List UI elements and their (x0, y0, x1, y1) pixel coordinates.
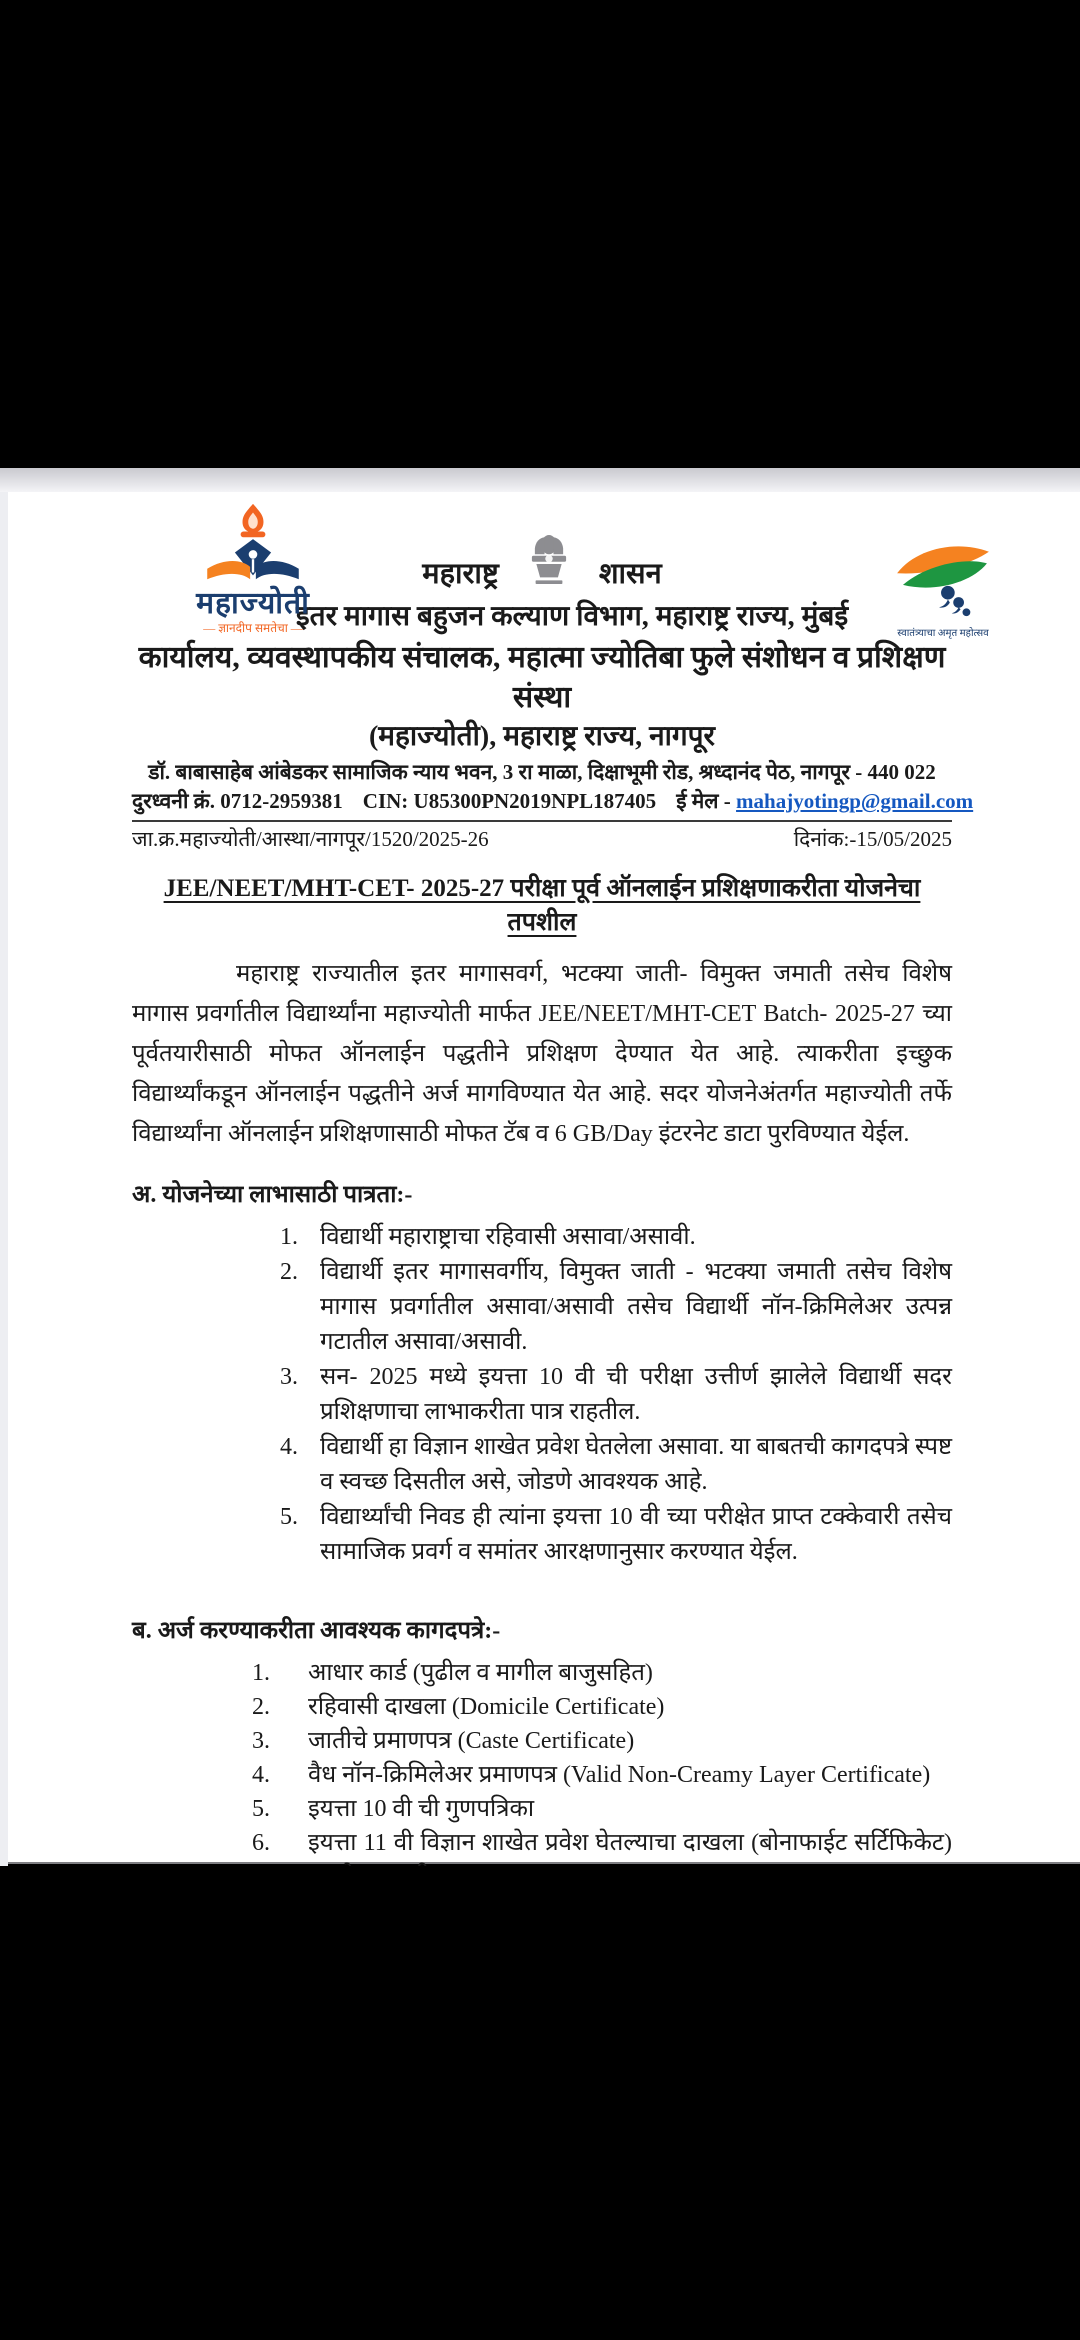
cin-number: CIN: U85300PN2019NPL187405 (362, 789, 657, 813)
eligibility-list (132, 1220, 952, 1570)
phone-number: दुरध्वनी क्रं. 0712-2959381 (132, 789, 343, 813)
list-item: जातीचे प्रमाणपत्र (Caste Certificate) (308, 1728, 635, 1754)
list-item: इयत्ता 10 वी ची गुणपत्रिका (308, 1796, 535, 1822)
outward-number: जा.क्र.महाज्योती/आस्था/नागपूर/1520/2025-26 (132, 827, 489, 851)
document-title: JEE/NEET/MHT-CET- 2025-27 परीक्षा पूर्व ऑनलाईन प्रशिक्षणाकरीता योजनेचा तपशील (163, 875, 921, 936)
contact-line (132, 788, 974, 814)
mahajyoti-torch-pen-book-icon (194, 502, 312, 584)
intro-paragraph: महाराष्ट्र राज्यातील इतर मागासवर्ग, भटक्या जाती- विमुक्त जमाती तसेच विशेष मागास प्रवर्गातील विद्यार्थ्यांना महाज्योती मार्फत JEE/NEET/MHT-CET Batch- 2025-27 च्या पूर्वतयारीसाठी मोफत ऑनलाईन पद्धतीने प्रशिक्षण देण्यात येत आहे. त्याकरीता इच्छुक विद्यार्थ्यांकडून ऑनलाईन पद्धतीने अर्ज मागविण्यात येत आहे. सदर योजनेअंतर्गत महाज्योती तर्फे विद्यार्थ्यांना ऑनलाईन प्रशिक्षणासाठी मोफत टॅब व 6 GB/Day इंटरनेट डाटा पुरविण्यात येईल. (132, 961, 952, 1147)
letter-date: दिनांक:-15/05/2025 (793, 827, 952, 851)
top-letterbox (0, 0, 1080, 468)
gov-line-left: महाराष्ट्र (422, 558, 499, 590)
mahajyoti-logo-name: महाज्योती (196, 587, 310, 620)
address-line: डॉ. बाबासाहेब आंबेडकर सामाजिक न्याय भवन, 3 रा माळा, दिक्षाभूमी रोड, श्रध्दानंद पेठ, नागपूर - 440 022 (148, 760, 936, 784)
office-line-1: कार्यालय, व्यवस्थापकीय संचालक, महात्मा ज्योतिबा फुले संशोधन व प्रशिक्षण संस्था (138, 641, 946, 714)
tricolor-swoosh-icon (889, 540, 997, 622)
mahajyoti-logo (158, 502, 348, 635)
email-label: ई मेल - (676, 789, 731, 813)
list-item: वैध नॉन-क्रिमिलेअर प्रमाणपत्र (Valid Non-Creamy Layer Certificate) (308, 1762, 931, 1788)
amrit-mahotsav-caption: स्वातंत्र्याचा अमृत महोत्सव (897, 628, 989, 639)
reference-row (132, 824, 952, 854)
list-item: विद्यार्थी हा विज्ञान शाखेत प्रवेश घेतलेला असावा. या बाबतची कागदपत्रे स्पष्ट व स्वच्छ दिसतील असे, जोडणे आवश्यक आहे. (320, 1434, 952, 1495)
list-item: सन- 2025 मध्ये इयत्ता 10 वी ची परीक्षा उत्तीर्ण झालेले विद्यार्थी सदर प्रशिक्षणाचा लाभाकरीता पात्र राहतील. (320, 1364, 952, 1425)
gov-line-right: शासन (598, 558, 662, 590)
list-item: इयत्ता 11 वी विज्ञान शाखेत प्रवेश घेतल्याचा दाखला (बोनाफाईट सर्टिफिकेट) (308, 1830, 952, 1856)
page-left-edge (0, 492, 8, 1866)
list-item: आधार कार्ड (पुढील व मागील बाजुसहित) (308, 1660, 653, 1686)
office-line-2: (महाज्योती), महाराष्ट्र राज्य, नागपूर (368, 721, 716, 752)
list-item: विद्यार्थी इतर मागासवर्गीय, विमुक्त जाती - भटक्या जमाती तसेच विशेष मागास प्रवर्गातील असावा/असावी तसेच विद्यार्थी नॉन-क्रिमिलेअर उत्पन्न गटातील असावा/असावी. (320, 1259, 952, 1355)
list-item: रहिवासी दाखला (Domicile Certificate) (308, 1694, 665, 1720)
header-divider (132, 820, 952, 822)
department-line: इतर मागास बहुजन कल्याण विभाग, महाराष्ट्र राज्य, मुंबई (295, 601, 849, 632)
mahajyoti-logo-tagline: — ज्ञानदीप समतेचा — (203, 621, 303, 635)
section-b-heading: ब. अर्ज करण्याकरीता आवश्यक कागदपत्रे:- (132, 1618, 501, 1644)
ashoka-emblem-icon (525, 532, 573, 590)
list-item: विद्यार्थी महाराष्ट्राचा रहिवासी असावा/असावी. (320, 1224, 696, 1250)
section-a-heading: अ. योजनेच्या लाभासाठी पात्रता:- (132, 1182, 413, 1208)
list-item: विद्यार्थ्यांची निवड ही त्यांना इयत्ता 10 वी च्या परीक्षेत प्राप्त टक्केवारी तसेच सामाजिक प्रवर्ग व समांतर आरक्षणानुसार करण्यात येईल. (320, 1504, 952, 1565)
document-page[interactable] (8, 492, 1080, 1864)
viewer-background-strip (0, 468, 1080, 492)
bottom-letterbox (0, 1866, 1080, 2340)
amrit-mahotsav-logo (868, 540, 1018, 640)
email-link[interactable]: mahajyotingp@gmail.com (736, 789, 974, 813)
